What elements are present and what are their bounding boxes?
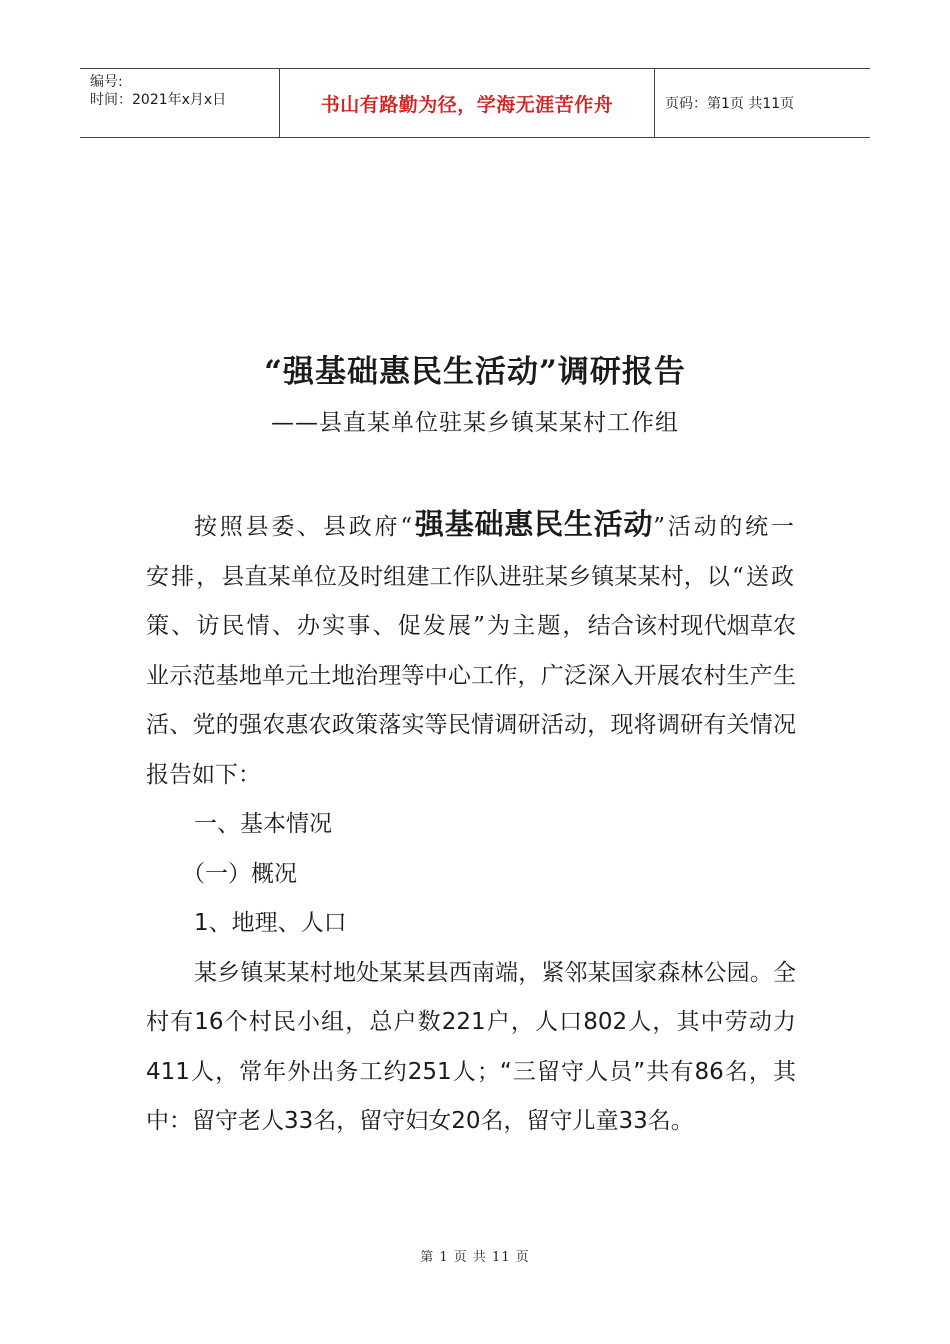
intro-rest-2: 县直某单位及时组建工作队进驻某乡镇某某村，	[221, 563, 707, 590]
intro-rest-4: 结合该村现代烟草农业示范基地单元土地治理等中心工作，广泛深入开展农村生产生活、党的强农惠农政策落实等民情调研活动，现将调研有关情况报告如下：	[146, 613, 797, 788]
population-paragraph: 某乡镇某某村地处某某县西南端，紧邻某国家森林公园。全村有16个村民小组，总户数221户，人口802人，其中劳动力411人，常年外出务工约251人；“三留守人员”共有86名，其中：留守老人33名，留守妇女20名，留守儿童33名。	[146, 959, 796, 1134]
header-meta	[80, 69, 280, 137]
page-header	[80, 68, 870, 138]
intro-rest-3: 以“送政策、访民情、办实事、促发展”为主题，	[146, 563, 796, 639]
intro-emphasis: 强基础惠民生活动	[414, 507, 654, 541]
document-title: “强基础惠民生活动”调研报告	[264, 354, 686, 390]
number-label: 编号:	[90, 74, 123, 90]
header-motto: 书山有路勤为径，学海无涯苦作舟	[280, 69, 655, 137]
intro-rest-1: ”活动的统一安排，	[146, 514, 796, 590]
section-heading-geography: 1、地理、人口	[194, 910, 347, 936]
document-subtitle: ——县直某单位驻某乡镇某某村工作组	[271, 410, 679, 436]
document-body	[146, 500, 796, 1147]
intro-lead: 按照县委、县政府“	[194, 514, 415, 540]
intro-paragraph	[146, 500, 796, 800]
section-heading-basic: 一、基本情况	[194, 811, 332, 837]
page-footer: 第 1 页 共 11 页	[420, 1250, 530, 1265]
header-page-code: 页码：第1页 共11页	[665, 96, 795, 112]
section-heading-overview: （一）概况	[182, 860, 297, 887]
time-label: 时间：2021年x月x日	[90, 92, 227, 108]
